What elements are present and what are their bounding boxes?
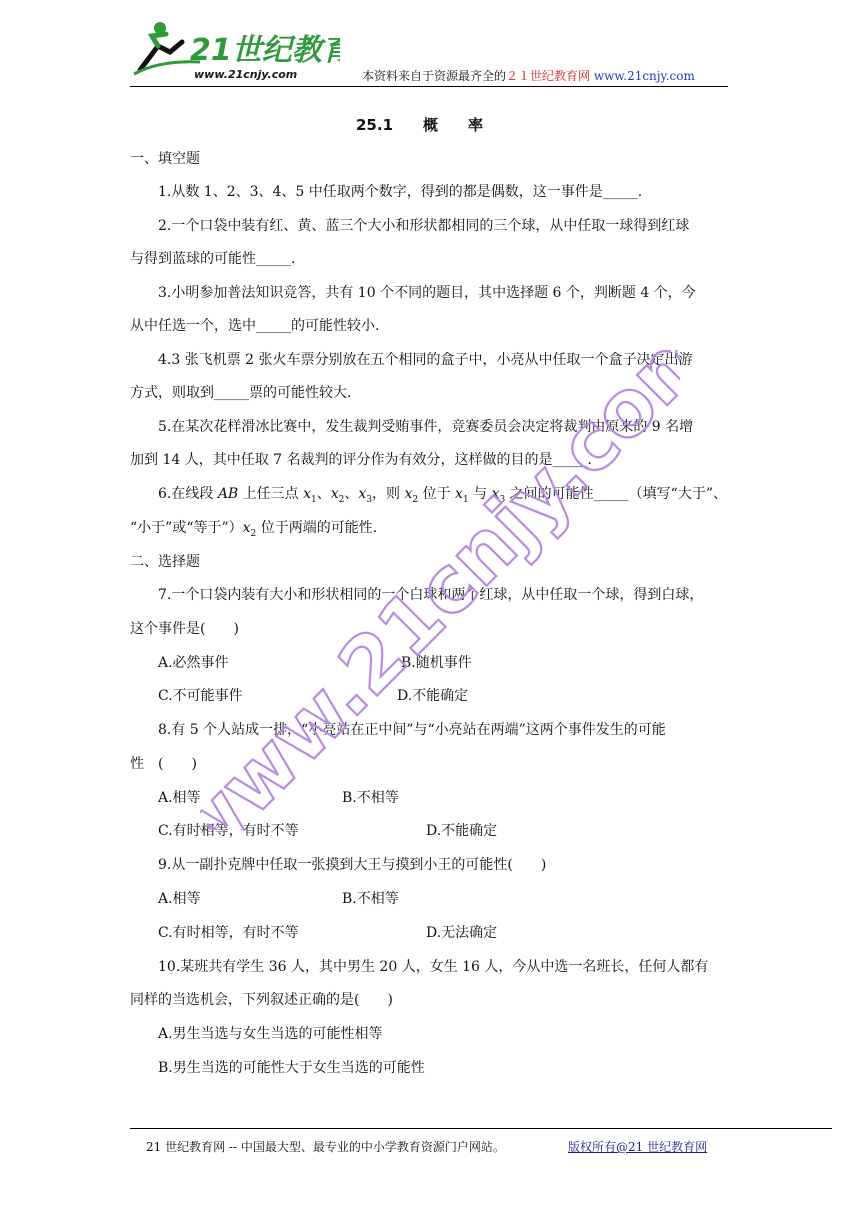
source-brand: ２１世纪教育网 — [506, 69, 591, 83]
question-7-option-d: D.不能确定 — [397, 688, 469, 704]
footer-left-text: 21 世纪教育网 -- 中国最大型、最专业的中小学教育资源门户网站。 — [146, 1140, 505, 1154]
question-3-line2: 从中任选一个，选中_____的可能性较小. — [130, 318, 380, 334]
header-rule — [130, 86, 728, 87]
question-4-line2: 方式，则取到_____票的可能性较大. — [130, 385, 352, 401]
question-7-option-b: B.随机事件 — [401, 655, 472, 671]
question-8-option-a: A.相等 — [158, 790, 201, 806]
question-6-line2: “小于”或“等于$”)x_2$ 位于两端的可能性. — [130, 520, 378, 539]
question-5-line2: 加到 14 人，其中任取 7 名裁判的评分作为有效分，这样做的目的是_____. — [130, 452, 592, 468]
question-8-line1: 8.有 5 个人站成一排，“小亮站在正中间”与“小亮站在两端”这两个事件发生的可能 — [158, 722, 666, 738]
page-title: 25.1 概 率 — [356, 116, 484, 134]
question-9-option-a: A.相等 — [158, 891, 201, 907]
svg-text:21世纪教育: 21世纪教育 — [190, 33, 340, 68]
question-6-line1: 6.在线段 AB 上任三点 $x_1$、$x_2$、$x_3$，则 $x_2$ 位于 $x_1$ 与 $x_3$ 之间的可能性_____（填写“大于”、 — [158, 486, 727, 505]
svg-text:www.21cnjy.com: www.21cnjy.com — [200, 350, 680, 830]
question-7-line1: 7.一个口袋内装有大小和形状相同的一个白球和两个红球，从中任取一个球，得到白球， — [158, 587, 704, 603]
svg-text:www.21cnjy.com: www.21cnjy.com — [194, 68, 298, 81]
source-url-link[interactable]: www.21cnjy.com — [593, 69, 695, 83]
source-prefix: 本资料来自于资源最齐全的 — [362, 69, 507, 83]
question-3-line1: 3.小明参加普法知识竞答，共有 10 个不同的题目，其中选择题 6 个，判断题 4 个，今 — [158, 285, 696, 301]
question-10-line2: 同样的当选机会，下列叙述正确的是( ) — [130, 992, 393, 1008]
question-2-line2: 与得到蓝球的可能性_____. — [130, 251, 296, 267]
question-8-line2: 性 ( ) — [130, 756, 197, 772]
source-line — [362, 66, 695, 86]
question-10-line1: 10.某班共有学生 36 人，其中男生 20 人，女生 16 人，今从中选一名班长，任何人都有 — [158, 959, 709, 975]
question-8-option-b: B.不相等 — [342, 790, 399, 806]
question-7-option-c: C.不可能事件 — [158, 688, 243, 704]
question-9-option-d: D.无法确定 — [426, 925, 498, 941]
question-10-option-a: A.男生当选与女生当选的可能性相等 — [158, 1026, 383, 1042]
question-1: 1.从数 1、2、3、4、5 中任取两个数字，得到的都是偶数，这一事件是_____. — [158, 184, 643, 200]
question-8-option-d: D.不能确定 — [426, 823, 498, 839]
question-2-line1: 2.一个口袋中装有红、黄、蓝三个大小和形状都相同的三个球，从中任取一球得到红球 — [158, 218, 690, 234]
question-8-option-c: C.有时相等，有时不等 — [158, 823, 299, 839]
question-4-line1: 4.3 张飞机票 2 张火车票分别放在五个相同的盒子中，小亮从中任取一个盒子决定出游 — [158, 352, 693, 368]
question-7-option-a: A.必然事件 — [158, 655, 229, 671]
question-7-line2: 这个事件是( ) — [130, 621, 239, 637]
site-logo — [130, 12, 340, 84]
section-heading-fill: 一、填空题 — [130, 151, 200, 167]
question-9-line1: 9.从一副扑克牌中任取一张摸到大王与摸到小王的可能性( ) — [158, 857, 547, 873]
footer-rule — [130, 1128, 832, 1129]
question-5-line1: 5.在某次花样滑冰比赛中，发生裁判受贿事件，竞赛委员会决定将裁判由原来的 9 名增 — [158, 419, 694, 435]
section-heading-choice: 二、选择题 — [130, 554, 200, 570]
question-9-option-b: B.不相等 — [342, 891, 399, 907]
question-10-option-b: B.男生当选的可能性大于女生当选的可能性 — [158, 1060, 425, 1076]
footer-copyright-link[interactable]: 版权所有@21 世纪教育网 — [568, 1140, 708, 1154]
question-9-option-c: C.有时相等，有时不等 — [158, 925, 299, 941]
